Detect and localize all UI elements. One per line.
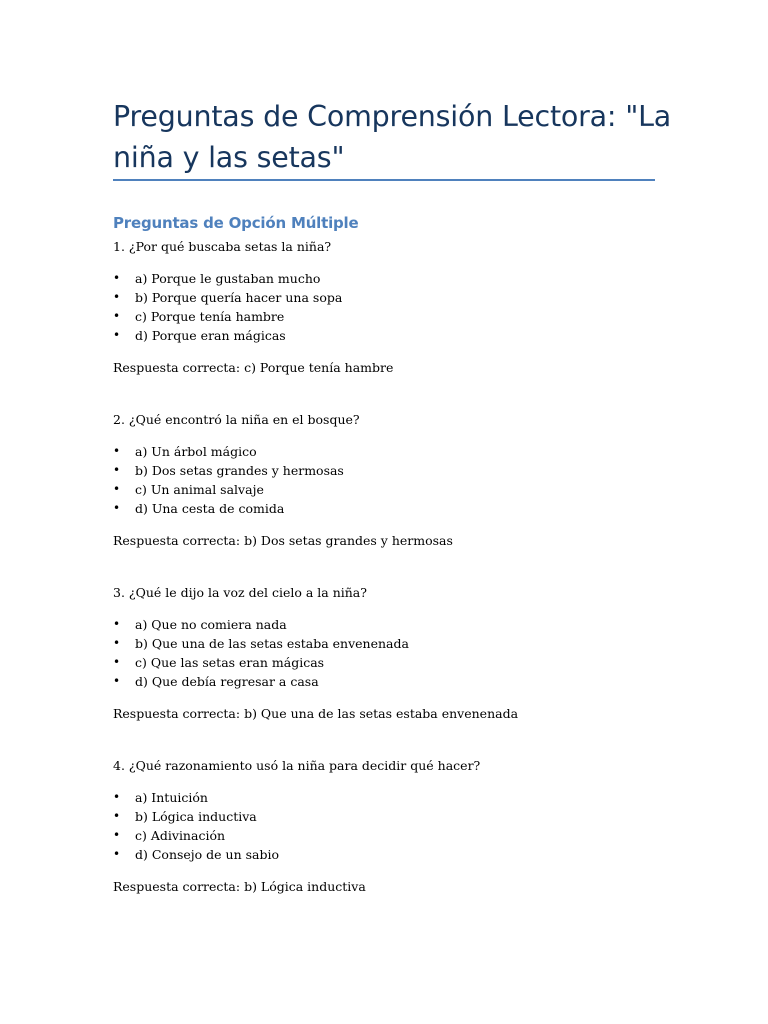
bullet-icon: • xyxy=(113,828,121,842)
bullet-icon: • xyxy=(113,655,121,669)
bullet-icon: • xyxy=(113,290,121,304)
option-text: a) Que no comiera nada xyxy=(135,617,287,632)
option-item xyxy=(113,615,673,634)
section-heading: Preguntas de Opción Múltiple xyxy=(113,214,359,232)
question-block-1 xyxy=(113,237,673,377)
option-text: d) Consejo de un sabio xyxy=(135,847,280,862)
option-item xyxy=(113,845,673,864)
option-text: d) Porque eran mágicas xyxy=(135,328,286,343)
document-title: Preguntas de Comprensión Lectora: "La niña y las setas" xyxy=(113,100,672,174)
option-item xyxy=(113,788,673,807)
option-text: c) Adivinación xyxy=(135,828,226,843)
option-text: d) Una cesta de comida xyxy=(135,501,285,516)
bullet-icon: • xyxy=(113,482,121,496)
option-text: c) Que las setas eran mágicas xyxy=(135,655,325,670)
option-item xyxy=(113,634,673,653)
correct-answer: Respuesta correcta: b) Lógica inductiva xyxy=(113,879,366,894)
option-item xyxy=(113,442,673,461)
correct-answer: Respuesta correcta: c) Porque tenía hambre xyxy=(113,360,394,375)
correct-answer: Respuesta correcta: b) Dos setas grandes y hermosas xyxy=(113,533,453,548)
option-item xyxy=(113,480,673,499)
option-item xyxy=(113,807,673,826)
option-text: b) Dos setas grandes y hermosas xyxy=(135,463,344,478)
bullet-icon: • xyxy=(113,847,121,861)
question-block-2 xyxy=(113,410,673,550)
option-item xyxy=(113,461,673,480)
question-block-4 xyxy=(113,756,673,896)
bullet-icon: • xyxy=(113,636,121,650)
bullet-icon: • xyxy=(113,309,121,323)
bullet-icon: • xyxy=(113,271,121,285)
option-text: a) Porque le gustaban mucho xyxy=(135,271,321,286)
options-list xyxy=(113,788,673,864)
bullet-icon: • xyxy=(113,444,121,458)
option-text: b) Porque quería hacer una sopa xyxy=(135,290,343,305)
option-item xyxy=(113,326,673,345)
question-block-3 xyxy=(113,583,673,723)
option-item xyxy=(113,307,673,326)
bullet-icon: • xyxy=(113,617,121,631)
options-list xyxy=(113,442,673,518)
bullet-icon: • xyxy=(113,809,121,823)
correct-answer: Respuesta correcta: b) Que una de las setas estaba envenenada xyxy=(113,706,519,721)
option-text: b) Lógica inductiva xyxy=(135,809,257,824)
option-item xyxy=(113,499,673,518)
question-text: 4. ¿Qué razonamiento usó la niña para decidir qué hacer? xyxy=(113,758,481,773)
option-item xyxy=(113,653,673,672)
bullet-icon: • xyxy=(113,790,121,804)
bullet-icon: • xyxy=(113,463,121,477)
option-text: c) Porque tenía hambre xyxy=(135,309,285,324)
option-text: a) Un árbol mágico xyxy=(135,444,257,459)
option-text: a) Intuición xyxy=(135,790,208,805)
title-underline-divider xyxy=(113,179,655,181)
question-text: 2. ¿Qué encontró la niña en el bosque? xyxy=(113,412,360,427)
option-text: d) Que debía regresar a casa xyxy=(135,674,319,689)
bullet-icon: • xyxy=(113,501,121,515)
option-item xyxy=(113,672,673,691)
question-text: 3. ¿Qué le dijo la voz del cielo a la niña? xyxy=(113,585,367,600)
option-text: b) Que una de las setas estaba envenenada xyxy=(135,636,409,651)
question-text: 1. ¿Por qué buscaba setas la niña? xyxy=(113,239,332,254)
options-list xyxy=(113,615,673,691)
option-item xyxy=(113,288,673,307)
options-list xyxy=(113,269,673,345)
option-text: c) Un animal salvaje xyxy=(135,482,264,497)
bullet-icon: • xyxy=(113,328,121,342)
option-item xyxy=(113,269,673,288)
bullet-icon: • xyxy=(113,674,121,688)
option-item xyxy=(113,826,673,845)
